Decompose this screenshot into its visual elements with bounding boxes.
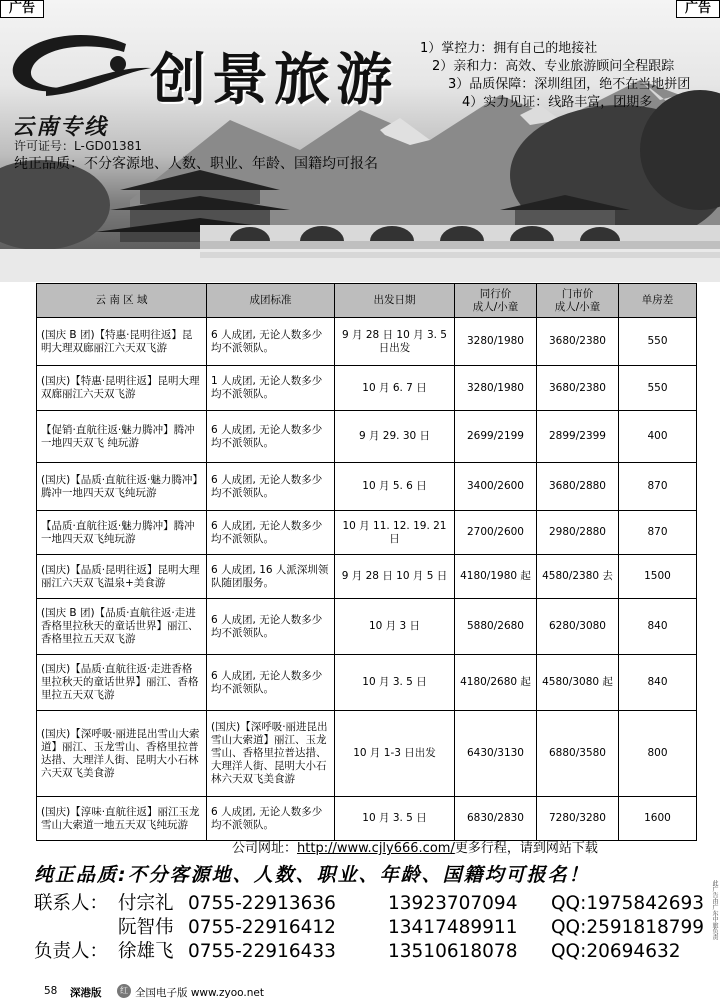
route-cell: (国庆)【品质·昆明往返】昆明大理丽江六天双飞温泉+美食游 xyxy=(37,555,207,599)
retail-price-cell: 4580/2380 去 xyxy=(537,555,619,599)
table-row xyxy=(37,511,697,555)
header-standard: 成团标准 xyxy=(207,284,335,318)
standard-cell: (国庆)【深呼吸·丽进昆出雪山大索道】丽江、玉龙雪山、香格里拉普达措、大理洋人街、昆明大小石林六天双飞美食游 xyxy=(207,711,335,797)
website-link[interactable]: http://www.cjly666.com/ xyxy=(297,841,455,856)
peer-price-cell: 6830/2830 xyxy=(455,797,537,841)
peer-price-cell: 5880/2680 xyxy=(455,599,537,655)
date-cell: 9 月 29. 30 日 xyxy=(335,411,455,463)
standard-cell: 6 人成团, 无论人数多少均不派领队。 xyxy=(207,511,335,555)
ad-label-left: 广告 xyxy=(0,0,44,18)
table-row xyxy=(37,555,697,599)
contact-qq: QQ:2591818799 xyxy=(551,917,705,938)
ad-label-right: 广告 xyxy=(676,0,720,18)
standard-cell: 1 人成团, 无论人数多少均不派领队。 xyxy=(207,366,335,411)
route-cell: 【品质·直航往返·魅力腾冲】腾冲一地四天双飞纯玩游 xyxy=(37,511,207,555)
banner xyxy=(0,0,720,282)
table-row xyxy=(37,318,697,366)
page-number: 58 xyxy=(44,985,58,997)
feature-item: 1）掌控力：拥有自己的地接社 xyxy=(420,41,598,56)
retail-price-cell: 2899/2399 xyxy=(537,411,619,463)
website-prefix: 公司网址： xyxy=(232,841,298,856)
ebook-url: 全国电子版 www.zyoo.net xyxy=(135,987,264,999)
feature-list xyxy=(420,40,720,112)
single-room-cell: 1500 xyxy=(619,555,697,599)
contact-mobile: 13510618078 xyxy=(388,941,518,962)
peer-price-cell: 3280/1980 xyxy=(455,318,537,366)
date-cell: 10 月 1-3 日出发 xyxy=(335,711,455,797)
purity-statement: 纯正品质：不分客源地、人数、职业、年龄、国籍均可报名 xyxy=(14,156,378,172)
contact-row xyxy=(34,940,720,964)
single-room-cell: 870 xyxy=(619,463,697,511)
date-cell: 10 月 3. 5 日 xyxy=(335,797,455,841)
route-cell: (国庆)【品质·直航往返·走进香格里拉秋天的童话世界】丽江、香格里拉五天双飞游 xyxy=(37,655,207,711)
contact-phone: 0755-22913636 xyxy=(188,893,336,914)
standard-cell: 6 人成团, 无论人数多少均不派领队。 xyxy=(207,655,335,711)
feature-item: 2）亲和力：高效、专业旅游顾问全程跟踪 xyxy=(432,59,675,74)
contact-label: 负责人： xyxy=(34,941,109,962)
standard-cell: 6 人成团, 16 人派深圳领队随团服务。 xyxy=(207,555,335,599)
side-note: 此广告由广东中旅负责 xyxy=(711,880,718,940)
peer-price-cell: 3400/2600 xyxy=(455,463,537,511)
feature-item: 3）品质保障：深圳组团，绝不在当地拼团 xyxy=(448,77,691,92)
contact-row xyxy=(34,916,720,940)
company-logo-icon xyxy=(6,30,156,110)
retail-price-cell: 3680/2380 xyxy=(537,366,619,411)
route-cell: (国庆 B 团)【品质·直航往返·走进香格里拉秋天的童话世界】丽江、香格里拉五天双飞游 xyxy=(37,599,207,655)
table-row xyxy=(37,655,697,711)
retail-price-cell: 3680/2380 xyxy=(537,318,619,366)
peer-price-cell: 6430/3130 xyxy=(455,711,537,797)
sub-brand: 云南专线 xyxy=(12,115,109,140)
contact-label: 联系人： xyxy=(34,893,109,914)
retail-price-cell: 4580/3080 起 xyxy=(537,655,619,711)
contact-name: 付宗礼 xyxy=(118,893,174,914)
contact-phone: 0755-22916412 xyxy=(188,917,336,938)
retail-price-cell: 6280/3080 xyxy=(537,599,619,655)
table-row xyxy=(37,366,697,411)
tour-price-table xyxy=(36,283,697,841)
date-cell: 10 月 5. 6 日 xyxy=(335,463,455,511)
website-suffix: 更多行程，请到网站下载 xyxy=(454,841,598,856)
retail-price-cell: 6880/3580 xyxy=(537,711,619,797)
feature-item: 4）实力见证：线路丰富，团期多 xyxy=(462,95,653,110)
contact-qq: QQ:20694632 xyxy=(551,941,681,962)
brand-title: 创景旅游 xyxy=(150,47,398,113)
slogan: 纯正品质:不分客源地、人数、职业、年龄、国籍均可报名！ xyxy=(34,864,590,886)
route-cell: (国庆 B 团)【特惠·昆明往返】昆明大理双廊丽江六天双飞游 xyxy=(37,318,207,366)
contact-mobile: 13417489911 xyxy=(388,917,518,938)
route-cell: (国庆)【特惠·昆明往返】昆明大理双廊丽江六天双飞游 xyxy=(37,366,207,411)
table-header-row xyxy=(37,284,697,318)
license-number: 许可证号：L-GD01381 xyxy=(14,139,142,153)
retail-price-cell: 2980/2880 xyxy=(537,511,619,555)
edition-badge-icon: 红 xyxy=(117,984,131,998)
single-room-cell: 840 xyxy=(619,655,697,711)
tour-table-wrapper xyxy=(36,283,696,841)
contact-mobile: 13923707094 xyxy=(388,893,518,914)
peer-price-cell: 3280/1980 xyxy=(455,366,537,411)
contact-row xyxy=(34,892,720,916)
contact-name: 徐雄飞 xyxy=(118,941,174,962)
route-cell: 【促销·直航往返·魅力腾冲】腾冲一地四天双飞 纯玩游 xyxy=(37,411,207,463)
single-room-cell: 800 xyxy=(619,711,697,797)
peer-price-cell: 4180/1980 起 xyxy=(455,555,537,599)
standard-cell: 6 人成团, 无论人数多少均不派领队。 xyxy=(207,797,335,841)
peer-price-cell: 2699/2199 xyxy=(455,411,537,463)
date-cell: 10 月 3 日 xyxy=(335,599,455,655)
table-row xyxy=(37,463,697,511)
date-cell: 10 月 6. 7 日 xyxy=(335,366,455,411)
table-row xyxy=(37,411,697,463)
header-retail-price: 门市价 成人/小童 xyxy=(537,284,619,318)
date-cell: 10 月 11. 12. 19. 21 日 xyxy=(335,511,455,555)
header-area: 云 南 区 域 xyxy=(37,284,207,318)
date-cell: 9 月 28 日 10 月 5 日 xyxy=(335,555,455,599)
single-room-cell: 550 xyxy=(619,366,697,411)
header-peer-price: 同行价 成人/小童 xyxy=(455,284,537,318)
header-single-room: 单房差 xyxy=(619,284,697,318)
single-room-cell: 550 xyxy=(619,318,697,366)
route-cell: (国庆)【深呼吸·丽进昆出雪山大索道】丽江、玉龙雪山、香格里拉普达措、大理洋人街、昆明大小石林六天双飞美食游 xyxy=(37,711,207,797)
table-row xyxy=(37,711,697,797)
contact-qq: QQ:1975842693 xyxy=(551,893,705,914)
contact-block xyxy=(34,892,720,964)
date-cell: 9 月 28 日 10 月 3. 5 日出发 xyxy=(335,318,455,366)
route-cell: (国庆)【淳味·直航往返】丽江玉龙雪山大索道一地五天双飞纯玩游 xyxy=(37,797,207,841)
header-date: 出发日期 xyxy=(335,284,455,318)
website-line xyxy=(232,837,598,856)
peer-price-cell: 2700/2600 xyxy=(455,511,537,555)
route-cell: (国庆)【品质·直航往返·魅力腾冲】腾冲一地四天双飞纯玩游 xyxy=(37,463,207,511)
single-room-cell: 840 xyxy=(619,599,697,655)
standard-cell: 6 人成团, 无论人数多少均不派领队。 xyxy=(207,318,335,366)
single-room-cell: 870 xyxy=(619,511,697,555)
contact-phone: 0755-22916433 xyxy=(188,941,336,962)
standard-cell: 6 人成团, 无论人数多少均不派领队。 xyxy=(207,599,335,655)
table-row xyxy=(37,599,697,655)
standard-cell: 6 人成团, 无论人数多少均不派领队。 xyxy=(207,411,335,463)
peer-price-cell: 4180/2680 起 xyxy=(455,655,537,711)
page-footer xyxy=(0,983,720,1000)
contact-name: 阮智伟 xyxy=(118,917,174,938)
edition-label: 深港版 xyxy=(70,987,102,999)
single-room-cell: 1600 xyxy=(619,797,697,841)
single-room-cell: 400 xyxy=(619,411,697,463)
table-row xyxy=(37,797,697,841)
standard-cell: 6 人成团, 无论人数多少均不派领队。 xyxy=(207,463,335,511)
retail-price-cell: 3680/2880 xyxy=(537,463,619,511)
retail-price-cell: 7280/3280 xyxy=(537,797,619,841)
date-cell: 10 月 3. 5 日 xyxy=(335,655,455,711)
